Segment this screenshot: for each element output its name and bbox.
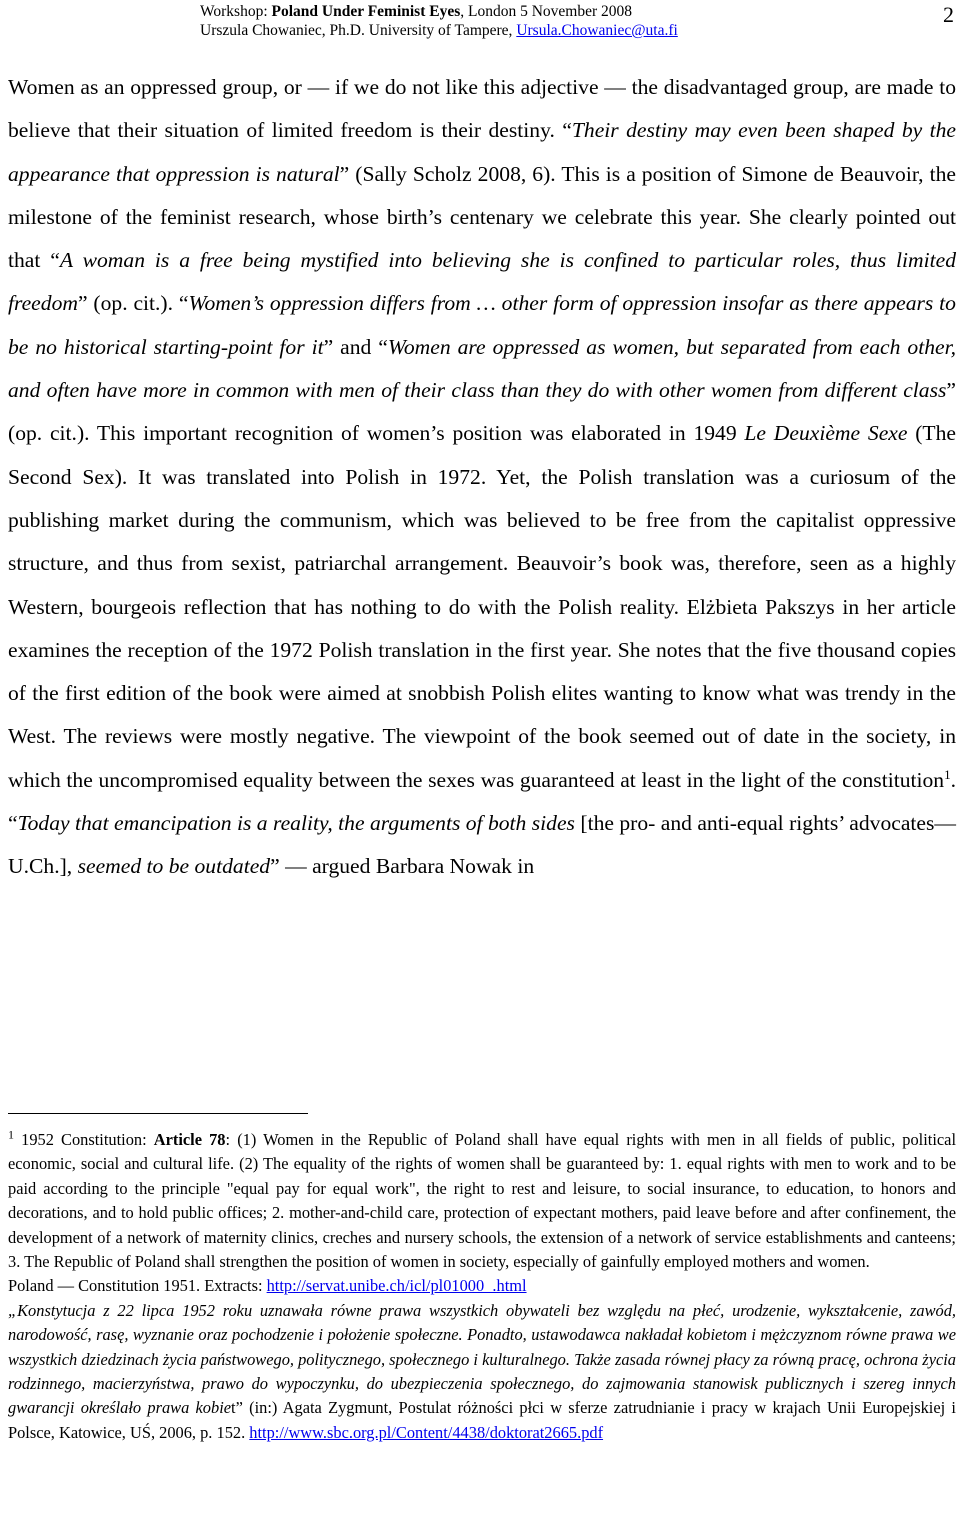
quote-nowak-1: Today that emancipation is a reality, the arguments of both sides: [17, 811, 575, 836]
header-author-line: Urszula Chowaniec, Ph.D. University of Tampere, Ursula.Chowaniec@uta.fi: [200, 22, 678, 39]
footnote-polish-quote: „Konstytucja z 22 lipca 1952 roku uznawała równe prawa wszystkich obywateli bez względu na płeć, urodzenie, wykształcenie, zawód, narodowość, rasę, wyznanie oraz pochodzenie i położenie społeczne. Ponadto, ustawodawca nakładał kobietom i mężczyznom równe prawa we wszystkich dziedzinach życia państwowego, politycznego, społecznego i kulturalnego. Także zasada równej płacy za równą pracę, ochrona życia rodzinnego, macierzyństwa, prawo do wypoczynku, do ubezpieczenia społecznego, do zajmowania stanowisk publicznych i szereg innych gwarancji określało prawa kobiet” (in:) Agata Zygmunt, Postulat różności płci w sferze zatrudnianie i pracy w krajach Unii Europejskiej i Polsce, Katowice, UŚ, 2006, p. 152. http://www.sbc.org.pl/Content/4438/doktorat2665.pdf: [8, 1300, 956, 1442]
article-label: Article 78: [153, 1130, 226, 1149]
quote-beauvoir-1: A woman is a free being mystified into believing she is confined to particular roles, thus limited freedom: [8, 248, 956, 316]
footnote-reference[interactable]: 1: [944, 766, 951, 782]
footnote-source: Poland — Constitution 1951. Extracts: http://servat.unibe.ch/icl/pl01000_.html: [8, 1276, 527, 1296]
quote-scholz: Their destiny may even been shaped by the appearance that oppression is natural: [8, 118, 956, 186]
quote-beauvoir-2: Women’s oppression differs from … other form of oppression insofar as there appears to be no historical starting-point for it: [8, 291, 956, 359]
footnote-constitution: $^1$ 1952 Constitution: Article 78: (1) Women in the Republic of Poland shall have equal rights with men in all fields of public, political economic, social and cultural life. (2) The equality of the rights of women shall be guaranteed by: 1. equal rights with men to work and to be paid according to the principle "equal pay for equal work", the right to rest and leisure, to social insurance, to education, to honors and decorations, and to hold public offices; 2. mother-and-child care, protection of expectant mothers, paid leave before and after confinement, the development of a network of maternity clinics, creches and nursery schools, the extension of a network of service establishments and canteens; 3. The Republic of Poland shall strengthen the position of women in society, especially of gainfully employed mothers and women.: [8, 1127, 956, 1272]
footnote-separator: [8, 1113, 308, 1114]
polish-quote: „Konstytucja z 22 lipca 1952 roku uznawała równe prawa wszystkich obywateli bez względu na płeć, urodzenie, wykształcenie, zawód, narodowość, rasę, wyznanie oraz pochodzenie i położenie społeczne. Ponadto, ustawodawca nakładał kobietom i mężczyznom równe prawa we wszystkich dziedzinach życia państwowego, politycznego, społecznego i kulturalnego. Także zasada równej płacy za równą pracę, ochrona życia rodzinnego, macierzyństwa, prawo do wypoczynku, do ubezpieczenia społecznego, do zajmowania stanowisk publicznych i szereg innych gwarancji określało prawa kobie: [8, 1300, 956, 1418]
book-title: Le Deuxième Sexe: [744, 421, 908, 446]
footnote: [8, 1128, 956, 1445]
page-number: 2: [943, 2, 954, 27]
footnote-number: 1: [8, 1127, 14, 1142]
workshop-title: Poland Under Feminist Eyes: [271, 3, 461, 20]
servat-link[interactable]: http://servat.unibe.ch/icl/pl01000_.html: [266, 1276, 527, 1296]
body-text: [8, 66, 956, 889]
running-header: [200, 2, 678, 40]
quote-beauvoir-3: Women are oppressed as women, but separated from each other, and often have more in common with men of their class than they do with other women from different class: [8, 334, 956, 403]
author-email-link[interactable]: Ursula.Chowaniec@uta.fi: [516, 22, 678, 39]
header-workshop-line: Workshop: Poland Under Feminist Eyes, London 5 November 2008: [200, 3, 633, 20]
main-paragraph: Women as an oppressed group, or — if we do not like this adjective — the disadvantaged group, are made to believe that their situation of limited freedom is their destiny. “Their destiny may even been shaped by the appearance that oppression is natural” (Sally Scholz 2008, 6). This is a position of Simone de Beauvoir, the milestone of the feminist research, whose birth’s centenary we celebrate this year. She clearly pointed out that “A woman is a free being mystified into believing she is confined to particular roles, thus limited freedom” (op. cit.). “Women’s oppression differs from … other form of oppression insofar as there appears to be no historical starting-point for it” and “Women are oppressed as women, but separated from each other, and often have more in common with men of their class than they do with other women from different class” (op. cit.). This important recognition of women’s position was elaborated in 1949 Le Deuxième Sexe (The Second Sex). It was translated into Polish in 1972. Yet, the Polish translation was a curiosum of the publishing market during the communism, which was believed to be free from the capitalist oppressive structure, and thus from sexist, patriarchal arrangement. Beauvoir’s book was, therefore, seen as a highly Western, bourgeois reflection that has nothing to do with the Polish reality. Elżbieta Pakszys in her article examines the reception of the 1972 Polish translation in the first year. She notes that the five thousand copies of the first edition of the book were aimed at snobbish Polish elites wanting to know what was trendy in the West. The reviews were mostly negative. The viewpoint of the book seemed out of date in the society, in which the uncompromised equality between the sexes was guaranteed at least in the light of the constitution$^1$. “Today that emancipation is a reality, the arguments of both sides [the pro- and anti-equal rights’ advocates— U.Ch.], seemed to be outdated” — argued Barbara Nowak in: [8, 75, 957, 879]
sbc-link[interactable]: http://www.sbc.org.pl/Content/4438/doktorat2665.pdf: [249, 1422, 604, 1442]
quote-nowak-2: seemed to be outdated: [77, 854, 271, 879]
